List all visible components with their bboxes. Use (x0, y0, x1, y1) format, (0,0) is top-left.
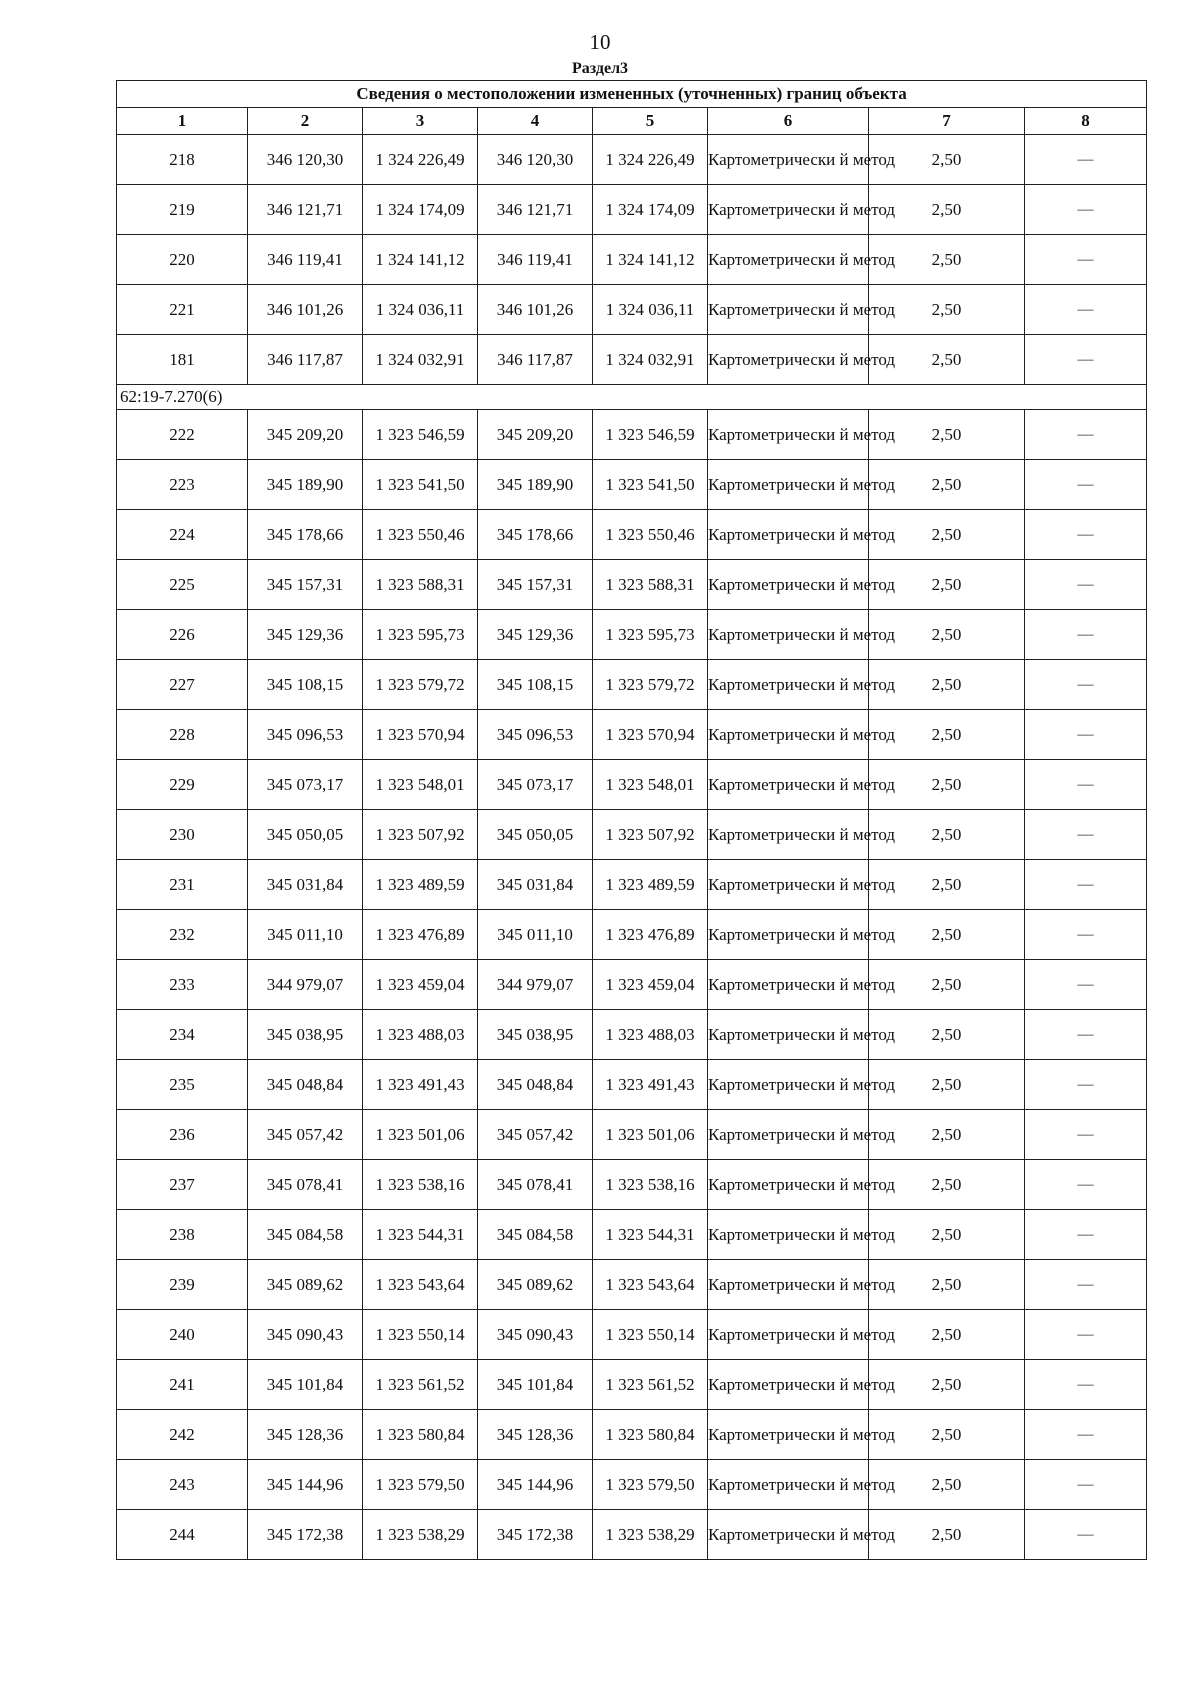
table-cell: 221 (117, 285, 248, 335)
table-cell: — (1025, 185, 1147, 235)
table-title: Сведения о местоположении измененных (уточненных) границ объекта (117, 81, 1147, 108)
table-cell: 1 323 580,84 (593, 1410, 708, 1460)
table-cell: 346 120,30 (248, 135, 363, 185)
table-cell: 346 119,41 (248, 235, 363, 285)
table-cell: 2,50 (869, 1410, 1025, 1460)
table-cell: 345 101,84 (248, 1360, 363, 1410)
table-cell: 1 324 032,91 (363, 335, 478, 385)
table-row (117, 1410, 1147, 1460)
table-cell: Картометрически й метод (708, 285, 869, 335)
table-row (117, 1460, 1147, 1510)
table-cell: 345 096,53 (248, 710, 363, 760)
table-cell: — (1025, 660, 1147, 710)
table-row (117, 1160, 1147, 1210)
table-cell: 346 117,87 (248, 335, 363, 385)
table-cell: 234 (117, 1010, 248, 1060)
table-cell: 1 323 579,50 (593, 1460, 708, 1510)
table-cell: 346 101,26 (248, 285, 363, 335)
table-cell: 1 323 588,31 (363, 560, 478, 610)
table-cell: — (1025, 610, 1147, 660)
table-cell: 2,50 (869, 1010, 1025, 1060)
table-cell: — (1025, 860, 1147, 910)
table-cell: 1 323 459,04 (593, 960, 708, 1010)
column-header: 2 (248, 108, 363, 135)
table-cell: 1 323 588,31 (593, 560, 708, 610)
table-cell: Картометрически й метод (708, 1360, 869, 1410)
table-cell: Картометрически й метод (708, 660, 869, 710)
table-row (117, 710, 1147, 760)
table-cell: — (1025, 460, 1147, 510)
table-cell: — (1025, 1110, 1147, 1160)
table-cell: 229 (117, 760, 248, 810)
table-cell: 345 011,10 (248, 910, 363, 960)
column-header: 1 (117, 108, 248, 135)
table-cell: 345 050,05 (248, 810, 363, 860)
table-cell: 2,50 (869, 285, 1025, 335)
table-cell: 2,50 (869, 860, 1025, 910)
table-cell: — (1025, 335, 1147, 385)
table-row (117, 1260, 1147, 1310)
table-cell: 2,50 (869, 660, 1025, 710)
page-number: 10 (589, 30, 611, 54)
table-cell: 1 323 489,59 (363, 860, 478, 910)
table-cell: 346 120,30 (478, 135, 593, 185)
table-cell: 1 323 476,89 (363, 910, 478, 960)
table-cell: 345 157,31 (248, 560, 363, 610)
table-cell: 2,50 (869, 1310, 1025, 1360)
table-cell: 1 323 570,94 (363, 710, 478, 760)
table-row (117, 135, 1147, 185)
table-cell: 2,50 (869, 1460, 1025, 1510)
table-cell: 345 144,96 (248, 1460, 363, 1510)
table-cell: — (1025, 910, 1147, 960)
table-cell: 345 084,58 (248, 1210, 363, 1260)
table-cell: Картометрически й метод (708, 560, 869, 610)
table-cell: 2,50 (869, 1110, 1025, 1160)
table-row (117, 560, 1147, 610)
table-cell: 1 323 538,16 (363, 1160, 478, 1210)
table-cell: — (1025, 710, 1147, 760)
table-cell: 1 324 141,12 (593, 235, 708, 285)
table-row (117, 1060, 1147, 1110)
table-cell: 2,50 (869, 710, 1025, 760)
table-cell: 181 (117, 335, 248, 385)
table-cell: 1 323 489,59 (593, 860, 708, 910)
table-row (117, 1010, 1147, 1060)
table-cell: 345 129,36 (248, 610, 363, 660)
table-cell: 345 178,66 (478, 510, 593, 560)
table-cell: 228 (117, 710, 248, 760)
table-cell: 1 323 538,29 (363, 1510, 478, 1560)
table-cell: 240 (117, 1310, 248, 1360)
table-cell: 1 324 141,12 (363, 235, 478, 285)
table-row (117, 610, 1147, 660)
table-cell: 1 324 174,09 (363, 185, 478, 235)
table-cell: 345 209,20 (248, 410, 363, 460)
table-cell: — (1025, 235, 1147, 285)
table-cell: — (1025, 410, 1147, 460)
table-cell: 1 323 546,59 (363, 410, 478, 460)
table-row (117, 510, 1147, 560)
table-cell: Картометрически й метод (708, 1110, 869, 1160)
table-cell: 1 324 174,09 (593, 185, 708, 235)
table-cell: 1 323 541,50 (593, 460, 708, 510)
table-cell: — (1025, 135, 1147, 185)
table-cell: Картометрически й метод (708, 1460, 869, 1510)
table-cell: 1 323 579,72 (593, 660, 708, 710)
table-cell: 2,50 (869, 185, 1025, 235)
table-cell: 346 121,71 (248, 185, 363, 235)
table-cell: 345 078,41 (478, 1160, 593, 1210)
table-cell: Картометрически й метод (708, 1010, 869, 1060)
table-cell: 2,50 (869, 460, 1025, 510)
column-header: 3 (363, 108, 478, 135)
table-row (117, 285, 1147, 335)
table-cell: 2,50 (869, 1160, 1025, 1210)
table-cell: 1 323 561,52 (363, 1360, 478, 1410)
table-cell: 1 323 544,31 (363, 1210, 478, 1260)
table-cell: — (1025, 1360, 1147, 1410)
table-cell: 1 323 550,46 (593, 510, 708, 560)
table-cell: 1 324 226,49 (593, 135, 708, 185)
table-cell: 1 323 550,14 (363, 1310, 478, 1360)
boundary-coordinates-table (116, 80, 1147, 1560)
table-cell: 345 038,95 (248, 1010, 363, 1060)
table-cell: 345 178,66 (248, 510, 363, 560)
table-cell: 345 157,31 (478, 560, 593, 610)
table-cell: 345 108,15 (478, 660, 593, 710)
table-row (117, 335, 1147, 385)
table-row (117, 960, 1147, 1010)
table-cell: Картометрически й метод (708, 610, 869, 660)
table-cell: Картометрически й метод (708, 1410, 869, 1460)
table-row (117, 760, 1147, 810)
table-cell: 225 (117, 560, 248, 610)
table-cell: 232 (117, 910, 248, 960)
table-cell: 345 189,90 (248, 460, 363, 510)
table-cell: 345 128,36 (478, 1410, 593, 1460)
table-cell: 1 323 541,50 (363, 460, 478, 510)
table-row (117, 810, 1147, 860)
table-row (117, 910, 1147, 960)
table-cell: 345 129,36 (478, 610, 593, 660)
table-cell: 223 (117, 460, 248, 510)
table-cell: Картометрически й метод (708, 1310, 869, 1360)
table-cell: 244 (117, 1510, 248, 1560)
table-cell: 345 031,84 (478, 860, 593, 910)
table-cell: 2,50 (869, 235, 1025, 285)
group-label-row (117, 385, 1147, 410)
table-row (117, 1310, 1147, 1360)
table-cell: Картометрически й метод (708, 235, 869, 285)
table-cell: Картометрически й метод (708, 1510, 869, 1560)
table-cell: 345 084,58 (478, 1210, 593, 1260)
table-cell: 345 144,96 (478, 1460, 593, 1510)
table-cell: 2,50 (869, 760, 1025, 810)
table-cell: 1 323 491,43 (593, 1060, 708, 1110)
table-cell: 1 323 595,73 (593, 610, 708, 660)
table-cell: 345 038,95 (478, 1010, 593, 1060)
table-row (117, 1110, 1147, 1160)
table-cell: Картометрически й метод (708, 710, 869, 760)
table-cell: 345 011,10 (478, 910, 593, 960)
table-cell: 1 323 538,16 (593, 1160, 708, 1210)
column-header: 8 (1025, 108, 1147, 135)
group-label: 62:19-7.270(6) (117, 385, 1147, 410)
table-row (117, 235, 1147, 285)
table-cell: 345 050,05 (478, 810, 593, 860)
table-cell: 224 (117, 510, 248, 560)
table-cell: Картометрически й метод (708, 135, 869, 185)
table-cell: 2,50 (869, 135, 1025, 185)
table-cell: 1 323 550,14 (593, 1310, 708, 1360)
table-cell: 2,50 (869, 610, 1025, 660)
table-cell: 238 (117, 1210, 248, 1260)
table-cell: Картометрически й метод (708, 185, 869, 235)
table-cell: 346 119,41 (478, 235, 593, 285)
table-cell: 2,50 (869, 1210, 1025, 1260)
table-cell: 233 (117, 960, 248, 1010)
table-cell: — (1025, 760, 1147, 810)
table-cell: 242 (117, 1410, 248, 1460)
table-cell: 1 323 579,50 (363, 1460, 478, 1510)
table-cell: — (1025, 1460, 1147, 1510)
table-cell: 345 057,42 (478, 1110, 593, 1160)
column-header: 4 (478, 108, 593, 135)
table-cell: 345 078,41 (248, 1160, 363, 1210)
table-cell: 346 101,26 (478, 285, 593, 335)
table-cell: 1 324 226,49 (363, 135, 478, 185)
table-cell: 1 324 036,11 (593, 285, 708, 335)
table-cell: 1 323 543,64 (363, 1260, 478, 1310)
table-cell: 2,50 (869, 1060, 1025, 1110)
table-cell: Картометрически й метод (708, 335, 869, 385)
table-cell: 236 (117, 1110, 248, 1160)
table-cell: 227 (117, 660, 248, 710)
table-cell: 1 323 544,31 (593, 1210, 708, 1260)
table-cell: — (1025, 1010, 1147, 1060)
table-cell: Картометрически й метод (708, 760, 869, 810)
table-row (117, 1210, 1147, 1260)
table-cell: 1 323 501,06 (363, 1110, 478, 1160)
table-cell: 1 324 032,91 (593, 335, 708, 385)
table-cell: 344 979,07 (478, 960, 593, 1010)
table-cell: Картометрически й метод (708, 460, 869, 510)
table-cell: 345 048,84 (248, 1060, 363, 1110)
section-title: Раздел3 (571, 60, 629, 77)
table-cell: 345 172,38 (478, 1510, 593, 1560)
table-body-before (117, 135, 1147, 385)
table-cell: 1 323 507,92 (363, 810, 478, 860)
table-cell: — (1025, 1160, 1147, 1210)
table-cell: 1 323 488,03 (593, 1010, 708, 1060)
table-cell: 1 323 580,84 (363, 1410, 478, 1460)
table-cell: 1 323 561,52 (593, 1360, 708, 1410)
table-row (117, 1360, 1147, 1410)
column-header-row (117, 108, 1147, 135)
table-cell: — (1025, 1310, 1147, 1360)
table-cell: 239 (117, 1260, 248, 1310)
table-cell: 345 096,53 (478, 710, 593, 760)
table-cell: 1 324 036,11 (363, 285, 478, 335)
table-cell: Картометрически й метод (708, 960, 869, 1010)
table-cell: 1 323 548,01 (593, 760, 708, 810)
table-cell: 346 121,71 (478, 185, 593, 235)
table-row (117, 1510, 1147, 1560)
table-cell: 344 979,07 (248, 960, 363, 1010)
table-cell: Картометрически й метод (708, 1260, 869, 1310)
table-cell: — (1025, 285, 1147, 335)
table-cell: Картометрически й метод (708, 410, 869, 460)
table-cell: 346 117,87 (478, 335, 593, 385)
table-cell: 237 (117, 1160, 248, 1210)
table-cell: 1 323 488,03 (363, 1010, 478, 1060)
table-cell: Картометрически й метод (708, 1210, 869, 1260)
table-cell: 345 189,90 (478, 460, 593, 510)
table-cell: Картометрически й метод (708, 910, 869, 960)
table-title-row (117, 81, 1147, 108)
table-cell: — (1025, 1410, 1147, 1460)
column-header: 6 (708, 108, 869, 135)
table-cell: 241 (117, 1360, 248, 1410)
table-cell: 220 (117, 235, 248, 285)
table-cell: 2,50 (869, 1360, 1025, 1410)
column-header: 5 (593, 108, 708, 135)
table-cell: 2,50 (869, 410, 1025, 460)
table-cell: — (1025, 510, 1147, 560)
table-cell: 1 323 546,59 (593, 410, 708, 460)
table-cell: 345 101,84 (478, 1360, 593, 1410)
table-cell: 345 089,62 (248, 1260, 363, 1310)
table-cell: 1 323 507,92 (593, 810, 708, 860)
table-cell: — (1025, 1210, 1147, 1260)
table-cell: — (1025, 1060, 1147, 1110)
table-cell: 235 (117, 1060, 248, 1110)
table-cell: 1 323 543,64 (593, 1260, 708, 1310)
table-row (117, 185, 1147, 235)
table-cell: 1 323 570,94 (593, 710, 708, 760)
table-cell: Картометрически й метод (708, 860, 869, 910)
table-cell: 1 323 538,29 (593, 1510, 708, 1560)
table-cell: 345 172,38 (248, 1510, 363, 1560)
table-cell: 1 323 548,01 (363, 760, 478, 810)
table-cell: 1 323 476,89 (593, 910, 708, 960)
table-cell: 345 089,62 (478, 1260, 593, 1310)
table-cell: 2,50 (869, 1510, 1025, 1560)
table-cell: 226 (117, 610, 248, 660)
table-cell: Картометрически й метод (708, 810, 869, 860)
table-cell: 1 323 595,73 (363, 610, 478, 660)
table-cell: Картометрически й метод (708, 1060, 869, 1110)
table-row (117, 860, 1147, 910)
table-cell: 219 (117, 185, 248, 235)
table-cell: 231 (117, 860, 248, 910)
table-cell: 2,50 (869, 810, 1025, 860)
table-cell: 345 090,43 (248, 1310, 363, 1360)
column-header: 7 (869, 108, 1025, 135)
table-cell: 345 031,84 (248, 860, 363, 910)
table-cell: — (1025, 560, 1147, 610)
table-cell: Картометрически й метод (708, 510, 869, 560)
table-cell: 345 128,36 (248, 1410, 363, 1460)
table-cell: — (1025, 1510, 1147, 1560)
table-cell: Картометрически й метод (708, 1160, 869, 1210)
table-cell: 1 323 501,06 (593, 1110, 708, 1160)
table-cell: 2,50 (869, 335, 1025, 385)
table-cell: 2,50 (869, 560, 1025, 610)
table-row (117, 410, 1147, 460)
table-cell: 230 (117, 810, 248, 860)
table-cell: 218 (117, 135, 248, 185)
table-cell: 2,50 (869, 910, 1025, 960)
table-cell: 345 073,17 (248, 760, 363, 810)
table-cell: — (1025, 960, 1147, 1010)
table-cell: 1 323 579,72 (363, 660, 478, 710)
table-cell: 1 323 491,43 (363, 1060, 478, 1110)
table-cell: 2,50 (869, 960, 1025, 1010)
table-row (117, 460, 1147, 510)
table-body-after (117, 410, 1147, 1560)
table-cell: 345 090,43 (478, 1310, 593, 1360)
table-cell: — (1025, 810, 1147, 860)
group-separator (117, 385, 1147, 410)
table-cell: 222 (117, 410, 248, 460)
table-cell: — (1025, 1260, 1147, 1310)
table-cell: 243 (117, 1460, 248, 1510)
table-cell: 345 108,15 (248, 660, 363, 710)
table-cell: 1 323 550,46 (363, 510, 478, 560)
table-cell: 1 323 459,04 (363, 960, 478, 1010)
table-row (117, 660, 1147, 710)
table-cell: 2,50 (869, 510, 1025, 560)
table-cell: 345 209,20 (478, 410, 593, 460)
table-cell: 345 073,17 (478, 760, 593, 810)
table-cell: 345 057,42 (248, 1110, 363, 1160)
table-cell: 345 048,84 (478, 1060, 593, 1110)
table-cell: 2,50 (869, 1260, 1025, 1310)
